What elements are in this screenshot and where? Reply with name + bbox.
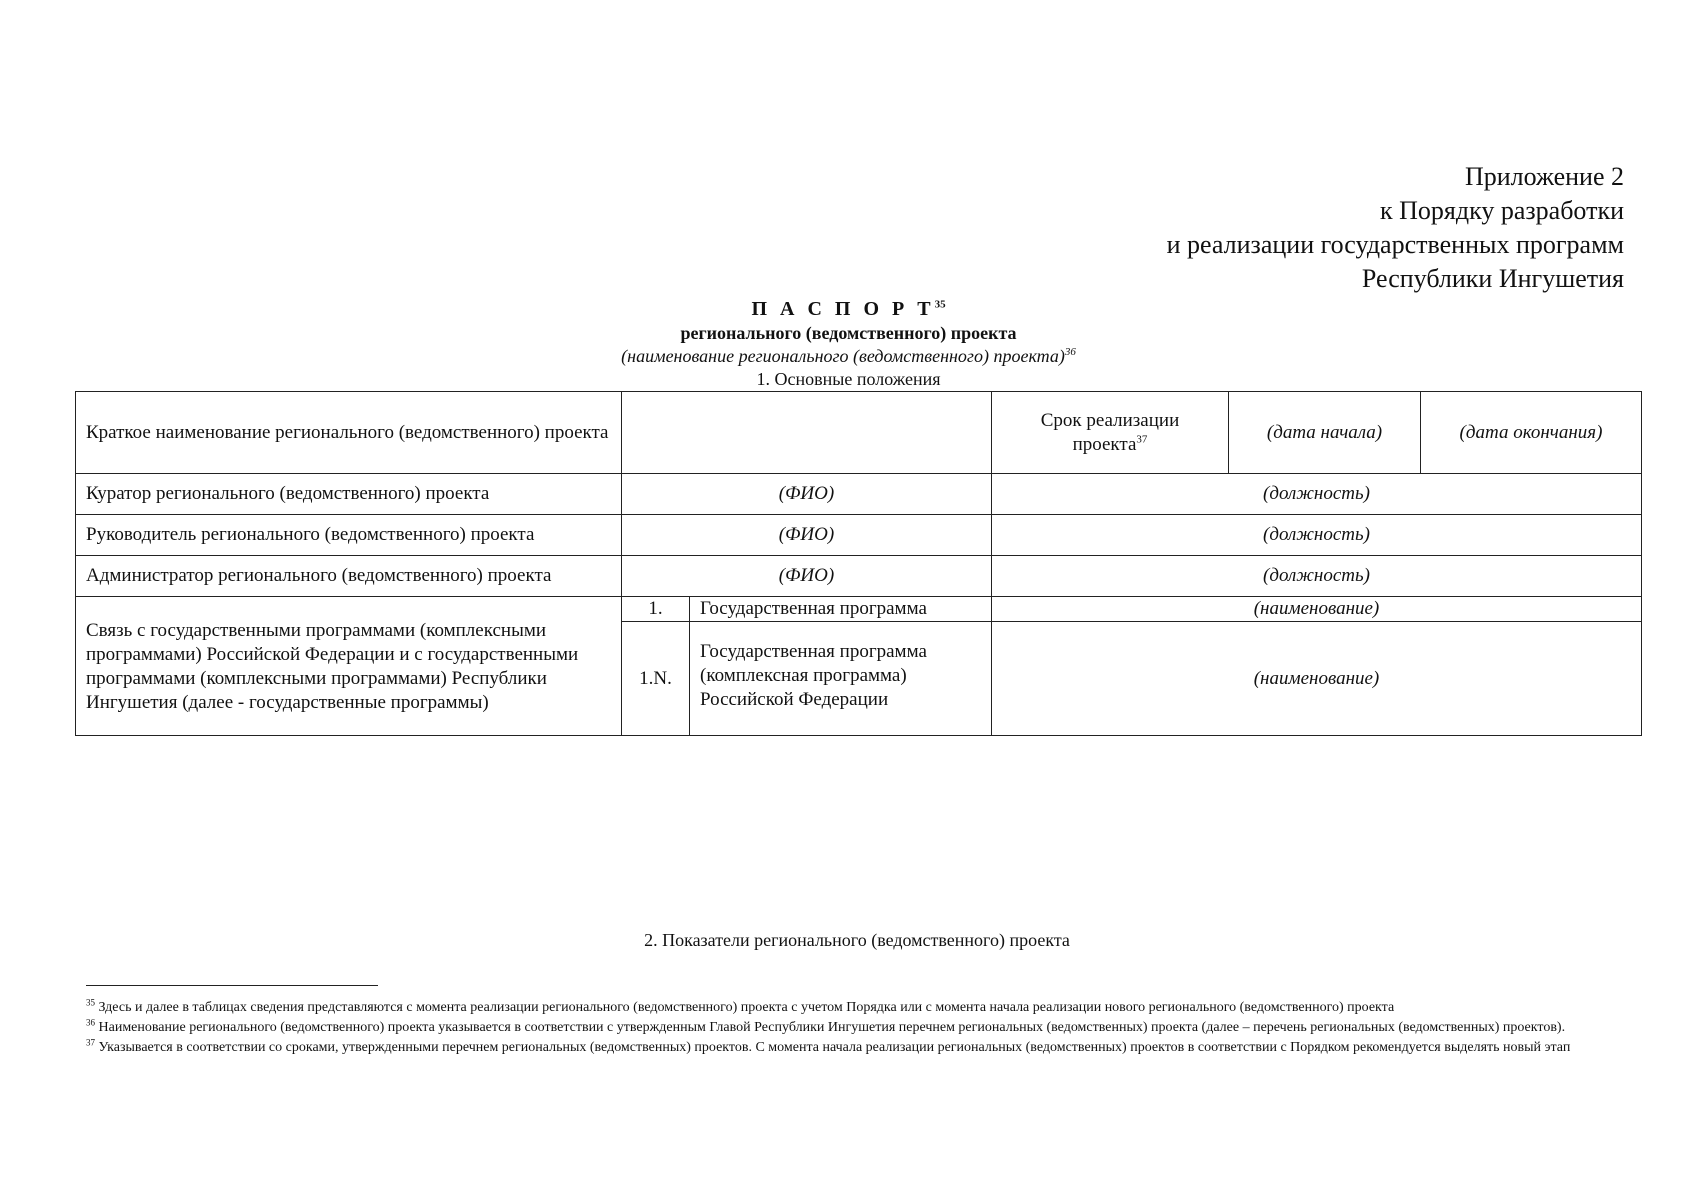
table-row-head [76, 515, 1642, 556]
program-item-1-num: 1. [622, 597, 690, 622]
program-link-label: Связь с государственными программами (комплексными программами) Российской Федерации и с государственными программами (комплексными программами) Республики Ингушетия (далее - государственные программы) [76, 597, 622, 736]
curator-fio[interactable]: (ФИО) [622, 474, 992, 515]
footnote-36 [86, 1018, 1629, 1038]
section-1-heading: 1. Основные положения [756, 369, 941, 389]
footnote-35 [86, 998, 1629, 1018]
appendix-block [1167, 160, 1624, 296]
passport-subtitle: регионального (ведомственного) проекта [680, 323, 1017, 343]
term-label-cell [992, 392, 1229, 474]
head-position[interactable]: (должность) [992, 515, 1642, 556]
administrator-position[interactable]: (должность) [992, 556, 1642, 597]
term-label: Срок реализации проекта [1040, 409, 1180, 455]
end-date[interactable]: (дата окончания) [1421, 392, 1642, 474]
footnotes [86, 998, 1629, 1058]
footnote-36-text: Наименование регионального (ведомственного) проекта указывается в соответствии с утвержденным Главой Республики Ингушетия перечнем региональных (ведомственных) проекта (далее – перечень региональных (ведомственных) проектов). [98, 1020, 1566, 1035]
footnote-35-text: Здесь и далее в таблицах сведения представляются с момента реализации регионального (ведомственного) проекта с учетом Порядка или с момента начала реализации нового регионального (ведомственного) проекта [98, 1000, 1395, 1015]
project-name-text: (наименование регионального (ведомственного) проекта) [621, 346, 1065, 366]
head-fio[interactable]: (ФИО) [622, 515, 992, 556]
curator-position[interactable]: (должность) [992, 474, 1642, 515]
table-row-curator [76, 474, 1642, 515]
appendix-line-3: и реализации государственных программ [1166, 230, 1624, 259]
passport-title-text: П А С П О Р Т [751, 298, 935, 320]
project-name-placeholder [0, 346, 1697, 367]
short-name-value[interactable] [622, 392, 992, 474]
footnote-37-text: Указывается в соответствии со сроками, утвержденными перечнем региональных (ведомственных) проектов. С момента начала реализации региональных (ведомственных) проектов в соответствии с Порядком рекомендуется выделять новый этап [98, 1040, 1571, 1055]
appendix-line-2: к Порядку разработки [1379, 196, 1624, 225]
administrator-fio[interactable]: (ФИО) [622, 556, 992, 597]
footnote-ref-37: 37 [1136, 433, 1148, 446]
table-row-administrator [76, 556, 1642, 597]
footnote-divider [86, 985, 378, 986]
program-item-1-value[interactable]: (наименование) [992, 597, 1642, 622]
table-row-short-name [76, 392, 1642, 474]
footnote-37 [86, 1038, 1629, 1058]
head-label: Руководитель регионального (ведомственного) проекта [76, 515, 622, 556]
footnote-ref-36: 36 [1064, 346, 1076, 358]
start-date[interactable]: (дата начала) [1229, 392, 1421, 474]
footnote-35-num: 35 [86, 997, 95, 1008]
footnote-36-num: 36 [86, 1017, 95, 1028]
short-name-label: Краткое наименование регионального (ведомственного) проекта [76, 392, 622, 474]
program-item-n-num: 1.N. [622, 622, 690, 736]
curator-label: Куратор регионального (ведомственного) проекта [76, 474, 622, 515]
program-item-n-name: Государственная программа (комплексная программа) Российской Федерации [690, 622, 992, 736]
main-provisions-table [75, 391, 1642, 736]
passport-title [0, 298, 1697, 321]
appendix-line-4: Республики Ингушетия [1361, 264, 1624, 293]
program-item-n-value[interactable]: (наименование) [992, 622, 1642, 736]
program-item-1-name: Государственная программа [690, 597, 992, 622]
section-2-heading: 2. Показатели регионального (ведомственного) проекта [644, 930, 1070, 950]
footnote-ref-35: 35 [934, 298, 946, 311]
appendix-line-1: Приложение 2 [1464, 162, 1624, 191]
table-row-program-link-1 [76, 597, 1642, 622]
administrator-label: Администратор регионального (ведомственного) проекта [76, 556, 622, 597]
footnote-37-num: 37 [86, 1037, 95, 1048]
